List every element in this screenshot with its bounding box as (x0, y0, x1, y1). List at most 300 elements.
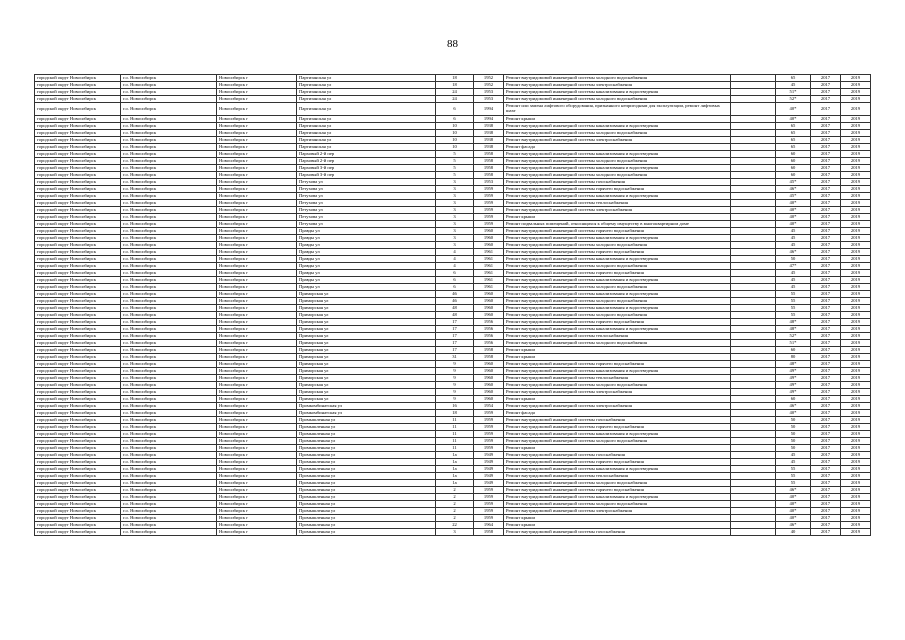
municipality-cell: городской округ Новосибирск (35, 235, 121, 242)
cost-cell: 45* (776, 179, 811, 186)
street-cell: Петухова ул (297, 193, 436, 200)
city-cell: Новосибирск г (217, 235, 297, 242)
street-cell: Партизанская ул (297, 82, 436, 89)
blank-cell (731, 361, 776, 368)
year-cell: 1958 (474, 158, 504, 165)
city-cell: Новосибирск г (217, 347, 297, 354)
page-number: 88 (447, 38, 458, 50)
start-year-cell: 2017 (811, 396, 841, 403)
end-year-cell: 2019 (841, 96, 871, 103)
blank-cell (731, 501, 776, 508)
start-year-cell: 2017 (811, 277, 841, 284)
house-cell: 11 (436, 417, 474, 424)
table-row (35, 207, 871, 214)
street-cell: Приморская ул (297, 375, 436, 382)
district-cell: г.о. Новосибирск (121, 452, 217, 459)
house-cell: 18 (436, 82, 474, 89)
house-cell: 9 (436, 389, 474, 396)
cost-cell: 52* (776, 333, 811, 340)
district-cell: г.о. Новосибирск (121, 186, 217, 193)
municipality-cell: городской округ Новосибирск (35, 144, 121, 151)
blank-cell (731, 75, 776, 82)
city-cell: Новосибирск г (217, 130, 297, 137)
table-row (35, 228, 871, 235)
start-year-cell: 2017 (811, 438, 841, 445)
house-cell: 17 (436, 347, 474, 354)
start-year-cell: 2017 (811, 207, 841, 214)
city-cell: Новосибирск г (217, 137, 297, 144)
house-cell: 10 (436, 130, 474, 137)
work-type-cell: Ремонт внутридомовой инженерной системы канализования и водоотведения (504, 368, 731, 375)
work-type-cell: Ремонт внутридомовой инженерной системы горячего водоснабжения (504, 228, 731, 235)
street-cell: Правды ул (297, 263, 436, 270)
street-cell: Парховый 2-й пер (297, 158, 436, 165)
table-row (35, 375, 871, 382)
blank-cell (731, 89, 776, 96)
table-row (35, 96, 871, 103)
work-type-cell: Ремонт внутридомовой инженерной системы холодного водоснабжения (504, 263, 731, 270)
table-row (35, 298, 871, 305)
blank-cell (731, 298, 776, 305)
city-cell: Новосибирск г (217, 424, 297, 431)
work-type-cell: Ремонт внутридомовой инженерной системы холодного водоснабжения (504, 382, 731, 389)
cost-cell: 46* (776, 403, 811, 410)
cost-cell: 60 (776, 347, 811, 354)
street-cell: Промышленная ул (297, 522, 436, 529)
work-type-cell: Ремонт внутридомовой инженерной системы горячего водоснабжения (504, 249, 731, 256)
street-cell: Петухова ул (297, 221, 436, 228)
end-year-cell: 2019 (841, 354, 871, 361)
cost-cell: 48* (776, 326, 811, 333)
year-cell: 1958 (474, 172, 504, 179)
cost-cell: 40* (776, 508, 811, 515)
house-cell: 6 (436, 277, 474, 284)
table-row (35, 347, 871, 354)
cost-cell: 45 (776, 242, 811, 249)
city-cell: Новосибирск г (217, 305, 297, 312)
end-year-cell: 2019 (841, 207, 871, 214)
table-row (35, 137, 871, 144)
municipality-cell: городской округ Новосибирск (35, 312, 121, 319)
city-cell: Новосибирск г (217, 431, 297, 438)
house-cell: 3 (436, 235, 474, 242)
start-year-cell: 2017 (811, 368, 841, 375)
city-cell: Новосибирск г (217, 361, 297, 368)
table-row (35, 459, 871, 466)
table-row (35, 179, 871, 186)
start-year-cell: 2017 (811, 116, 841, 123)
municipality-cell: городской округ Новосибирск (35, 396, 121, 403)
cost-cell: 50 (776, 256, 811, 263)
cost-cell: 50 (776, 445, 811, 452)
work-type-cell: Ремонт внутридомовой инженерной системы канализования и водоотведения (504, 235, 731, 242)
start-year-cell: 2017 (811, 214, 841, 221)
start-year-cell: 2017 (811, 417, 841, 424)
end-year-cell: 2019 (841, 179, 871, 186)
street-cell: Промышленная ул (297, 515, 436, 522)
district-cell: г.о. Новосибирск (121, 214, 217, 221)
city-cell: Новосибирск г (217, 417, 297, 424)
cost-cell: 55 (776, 473, 811, 480)
street-cell: Приморская ул (297, 333, 436, 340)
start-year-cell: 2017 (811, 515, 841, 522)
municipality-cell: городской округ Новосибирск (35, 326, 121, 333)
district-cell: г.о. Новосибирск (121, 144, 217, 151)
house-cell: 17 (436, 333, 474, 340)
start-year-cell: 2017 (811, 459, 841, 466)
work-type-cell: Ремонт внутридомовой инженерной системы канализования и водоотведения (504, 326, 731, 333)
house-cell: 6 (436, 270, 474, 277)
house-cell: 22 (436, 522, 474, 529)
start-year-cell: 2017 (811, 305, 841, 312)
municipality-cell: городской округ Новосибирск (35, 151, 121, 158)
table-row (35, 172, 871, 179)
table-row (35, 354, 871, 361)
table-row (35, 326, 871, 333)
table-row (35, 249, 871, 256)
blank-cell (731, 235, 776, 242)
start-year-cell: 2017 (811, 256, 841, 263)
house-cell: 5 (436, 151, 474, 158)
table-row (35, 193, 871, 200)
street-cell: Промышленная ул (297, 501, 436, 508)
city-cell: Новосибирск г (217, 291, 297, 298)
year-cell: 1959 (474, 494, 504, 501)
municipality-cell: городской округ Новосибирск (35, 277, 121, 284)
municipality-cell: городской округ Новосибирск (35, 186, 121, 193)
start-year-cell: 2017 (811, 165, 841, 172)
year-cell: 1960 (474, 242, 504, 249)
start-year-cell: 2017 (811, 522, 841, 529)
street-cell: Промышленная ул (297, 529, 436, 536)
work-type-cell: Ремонт крыши (504, 347, 731, 354)
year-cell: 1960 (474, 235, 504, 242)
city-cell: Новосибирск г (217, 284, 297, 291)
table-row (35, 277, 871, 284)
start-year-cell: 2017 (811, 242, 841, 249)
city-cell: Новосибирск г (217, 207, 297, 214)
end-year-cell: 2019 (841, 151, 871, 158)
cost-cell: 40* (776, 410, 811, 417)
blank-cell (731, 305, 776, 312)
street-cell: Петухова ул (297, 186, 436, 193)
district-cell: г.о. Новосибирск (121, 459, 217, 466)
start-year-cell: 2017 (811, 200, 841, 207)
city-cell: Новосибирск г (217, 158, 297, 165)
year-cell: 1960 (474, 312, 504, 319)
municipality-cell: городской округ Новосибирск (35, 522, 121, 529)
blank-cell (731, 179, 776, 186)
street-cell: Приморская ул (297, 326, 436, 333)
municipality-cell: городской округ Новосибирск (35, 291, 121, 298)
start-year-cell: 2017 (811, 529, 841, 536)
city-cell: Новосибирск г (217, 319, 297, 326)
cost-cell: 55 (776, 305, 811, 312)
house-cell: 11 (436, 438, 474, 445)
repair-schedule-table (34, 74, 871, 536)
street-cell: Промышленная ул (297, 480, 436, 487)
blank-cell (731, 410, 776, 417)
district-cell: г.о. Новосибирск (121, 326, 217, 333)
year-cell: 1949 (474, 459, 504, 466)
table-row (35, 522, 871, 529)
year-cell: 1958 (474, 151, 504, 158)
work-type-cell: Ремонт внутридомовой инженерной системы холодного водоснабжения (504, 242, 731, 249)
municipality-cell: городской округ Новосибирск (35, 103, 121, 116)
street-cell: Партизанская ул (297, 123, 436, 130)
district-cell: г.о. Новосибирск (121, 431, 217, 438)
end-year-cell: 2019 (841, 333, 871, 340)
city-cell: Новосибирск г (217, 249, 297, 256)
year-cell: 1961 (474, 249, 504, 256)
end-year-cell: 2019 (841, 305, 871, 312)
cost-cell: 40* (776, 501, 811, 508)
work-type-cell: Ремонт внутридомовой инженерной системы холодного водоснабжения (504, 438, 731, 445)
house-cell: 10 (436, 144, 474, 151)
city-cell: Новосибирск г (217, 172, 297, 179)
cost-cell: 40* (776, 214, 811, 221)
start-year-cell: 2017 (811, 340, 841, 347)
house-cell: 10 (436, 137, 474, 144)
start-year-cell: 2017 (811, 172, 841, 179)
cost-cell: 65 (776, 144, 811, 151)
city-cell: Новосибирск г (217, 340, 297, 347)
street-cell: Промышленная ул (297, 508, 436, 515)
city-cell: Новосибирск г (217, 263, 297, 270)
start-year-cell: 2017 (811, 235, 841, 242)
start-year-cell: 2017 (811, 333, 841, 340)
city-cell: Новосибирск г (217, 89, 297, 96)
start-year-cell: 2017 (811, 480, 841, 487)
cost-cell: 45 (776, 459, 811, 466)
work-type-cell: Ремонт фасада (504, 144, 731, 151)
house-cell: 3 (436, 179, 474, 186)
work-type-cell: Ремонт фасада (504, 410, 731, 417)
street-cell: Промкомбинатская ул (297, 403, 436, 410)
year-cell: 1960 (474, 361, 504, 368)
end-year-cell: 2019 (841, 368, 871, 375)
table-row (35, 396, 871, 403)
district-cell: г.о. Новосибирск (121, 179, 217, 186)
year-cell: 1949 (474, 473, 504, 480)
blank-cell (731, 368, 776, 375)
district-cell: г.о. Новосибирск (121, 165, 217, 172)
street-cell: Партизанская ул (297, 103, 436, 116)
end-year-cell: 2019 (841, 277, 871, 284)
street-cell: Правды ул (297, 249, 436, 256)
table-row (35, 158, 871, 165)
work-type-cell: Ремонт крыши (504, 445, 731, 452)
table-row (35, 466, 871, 473)
start-year-cell: 2017 (811, 96, 841, 103)
district-cell: г.о. Новосибирск (121, 116, 217, 123)
start-year-cell: 2017 (811, 130, 841, 137)
end-year-cell: 2019 (841, 494, 871, 501)
blank-cell (731, 424, 776, 431)
house-cell: 1а (436, 473, 474, 480)
municipality-cell: городской округ Новосибирск (35, 347, 121, 354)
table-row (35, 333, 871, 340)
cost-cell: 45 (776, 270, 811, 277)
year-cell: 1959 (474, 445, 504, 452)
table-row (35, 424, 871, 431)
work-type-cell: Ремонт внутридомовой инженерной системы горячего водоснабжения (504, 319, 731, 326)
city-cell: Новосибирск г (217, 326, 297, 333)
end-year-cell: 2019 (841, 137, 871, 144)
year-cell: 1960 (474, 375, 504, 382)
cost-cell: 60 (776, 396, 811, 403)
cost-cell: 48* (776, 361, 811, 368)
street-cell: Правды ул (297, 277, 436, 284)
cost-cell: 50 (776, 424, 811, 431)
district-cell: г.о. Новосибирск (121, 354, 217, 361)
district-cell: г.о. Новосибирск (121, 75, 217, 82)
start-year-cell: 2017 (811, 89, 841, 96)
end-year-cell: 2019 (841, 382, 871, 389)
start-year-cell: 2017 (811, 466, 841, 473)
municipality-cell: городской округ Новосибирск (35, 480, 121, 487)
house-cell: 17 (436, 326, 474, 333)
district-cell: г.о. Новосибирск (121, 221, 217, 228)
work-type-cell: Ремонт внутридомовой инженерной системы электроснабжения (504, 207, 731, 214)
end-year-cell: 2019 (841, 228, 871, 235)
blank-cell (731, 382, 776, 389)
district-cell: г.о. Новосибирск (121, 480, 217, 487)
end-year-cell: 2019 (841, 284, 871, 291)
blank-cell (731, 96, 776, 103)
street-cell: Промышленная ул (297, 466, 436, 473)
blank-cell (731, 473, 776, 480)
municipality-cell: городской округ Новосибирск (35, 249, 121, 256)
start-year-cell: 2017 (811, 473, 841, 480)
start-year-cell: 2017 (811, 123, 841, 130)
street-cell: Промкомбинатская ул (297, 410, 436, 417)
house-cell: 46 (436, 291, 474, 298)
cost-cell: 47* (776, 263, 811, 270)
municipality-cell: городской округ Новосибирск (35, 179, 121, 186)
table-row (35, 438, 871, 445)
table-row (35, 263, 871, 270)
blank-cell (731, 340, 776, 347)
cost-cell: 46* (776, 186, 811, 193)
house-cell: 9 (436, 368, 474, 375)
end-year-cell: 2019 (841, 403, 871, 410)
work-type-cell: Ремонт внутридомовой инженерной системы газоснабжения (504, 452, 731, 459)
city-cell: Новосибирск г (217, 123, 297, 130)
house-cell: 9 (436, 396, 474, 403)
municipality-cell: городской округ Новосибирск (35, 214, 121, 221)
street-cell: Партизанская ул (297, 89, 436, 96)
district-cell: г.о. Новосибирск (121, 515, 217, 522)
work-type-cell: Ремонт внутридомовой инженерной системы электроснабжения (504, 389, 731, 396)
house-cell: 31 (436, 354, 474, 361)
work-type-cell: Ремонт внутридомовой инженерной системы холодного водоснабжения (504, 501, 731, 508)
end-year-cell: 2019 (841, 158, 871, 165)
street-cell: Приморская ул (297, 319, 436, 326)
year-cell: 1953 (474, 96, 504, 103)
street-cell: Петухова ул (297, 214, 436, 221)
work-type-cell: Ремонт внутридомовой инженерной системы канализования и водоотведения (504, 123, 731, 130)
house-cell: 1а (436, 459, 474, 466)
work-type-cell: Ремонт внутридомовой инженерной системы электроснабжения (504, 403, 731, 410)
year-cell: 1960 (474, 396, 504, 403)
cost-cell: 65 (776, 137, 811, 144)
house-cell: 2 (436, 515, 474, 522)
blank-cell (731, 228, 776, 235)
year-cell: 1961 (474, 270, 504, 277)
street-cell: Приморская ул (297, 396, 436, 403)
cost-cell: 40* (776, 207, 811, 214)
city-cell: Новосибирск г (217, 382, 297, 389)
year-cell: 1952 (474, 82, 504, 89)
city-cell: Новосибирск г (217, 333, 297, 340)
municipality-cell: городской округ Новосибирск (35, 375, 121, 382)
work-type-cell: Ремонт внутридомовой инженерной системы электроснабжения (504, 508, 731, 515)
district-cell: г.о. Новосибирск (121, 96, 217, 103)
municipality-cell: городской округ Новосибирск (35, 284, 121, 291)
blank-cell (731, 529, 776, 536)
house-cell: 2 (436, 494, 474, 501)
year-cell: 1959 (474, 207, 504, 214)
start-year-cell: 2017 (811, 103, 841, 116)
year-cell: 1960 (474, 298, 504, 305)
year-cell: 1956 (474, 326, 504, 333)
work-type-cell: Ремонт внутридомовой инженерной системы холодного водоснабжения (504, 75, 731, 82)
cost-cell: 60 (776, 172, 811, 179)
street-cell: Промышленная ул (297, 424, 436, 431)
district-cell: г.о. Новосибирск (121, 396, 217, 403)
district-cell: г.о. Новосибирск (121, 445, 217, 452)
blank-cell (731, 193, 776, 200)
work-type-cell: Ремонт внутридомовой инженерной системы канализования и водоотведения (504, 305, 731, 312)
end-year-cell: 2019 (841, 165, 871, 172)
district-cell: г.о. Новосибирск (121, 466, 217, 473)
municipality-cell: городской округ Новосибирск (35, 172, 121, 179)
blank-cell (731, 200, 776, 207)
blank-cell (731, 242, 776, 249)
cost-cell: 40* (776, 116, 811, 123)
street-cell: Приморская ул (297, 298, 436, 305)
table-row (35, 214, 871, 221)
municipality-cell: городской округ Новосибирск (35, 270, 121, 277)
end-year-cell: 2019 (841, 487, 871, 494)
table-row (35, 270, 871, 277)
end-year-cell: 2019 (841, 298, 871, 305)
end-year-cell: 2019 (841, 452, 871, 459)
end-year-cell: 2019 (841, 326, 871, 333)
street-cell: Приморская ул (297, 368, 436, 375)
municipality-cell: городской округ Новосибирск (35, 123, 121, 130)
end-year-cell: 2019 (841, 249, 871, 256)
work-type-cell: Ремонт внутридомовой инженерной системы горячего водоснабжения (504, 459, 731, 466)
cost-cell: 55 (776, 480, 811, 487)
blank-cell (731, 284, 776, 291)
street-cell: Промышленная ул (297, 494, 436, 501)
city-cell: Новосибирск г (217, 75, 297, 82)
district-cell: г.о. Новосибирск (121, 410, 217, 417)
house-cell: 1а (436, 480, 474, 487)
end-year-cell: 2019 (841, 89, 871, 96)
cost-cell: 60 (776, 165, 811, 172)
start-year-cell: 2017 (811, 144, 841, 151)
table-row (35, 403, 871, 410)
year-cell: 1961 (474, 277, 504, 284)
district-cell: г.о. Новосибирск (121, 529, 217, 536)
house-cell: 16 (436, 403, 474, 410)
year-cell: 1938 (474, 144, 504, 151)
year-cell: 1959 (474, 214, 504, 221)
year-cell: 1959 (474, 424, 504, 431)
